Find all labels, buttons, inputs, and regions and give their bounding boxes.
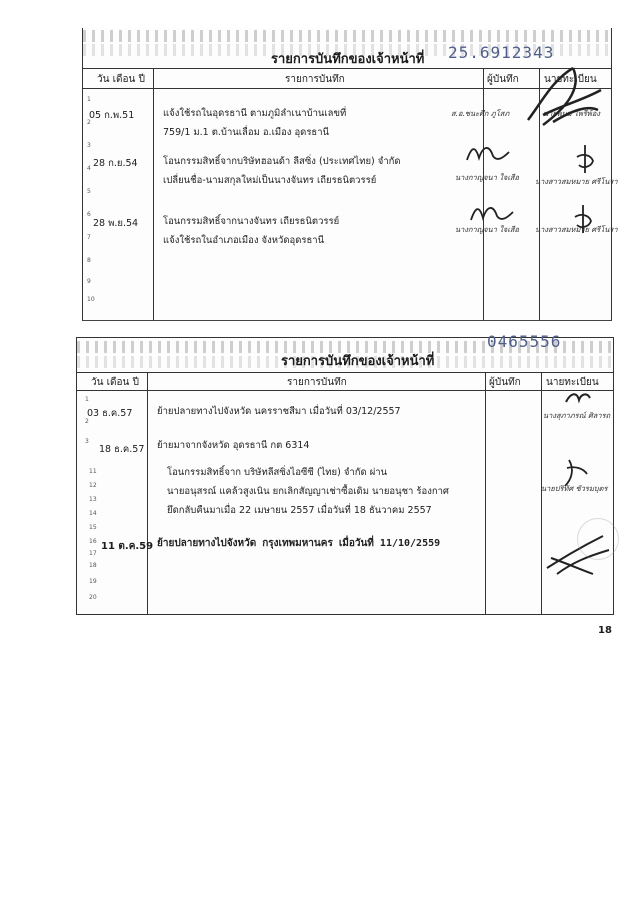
line-number: 15 [89,524,97,531]
header-date: วัน เดือน ปี [91,377,139,388]
entry-line: แจ้งใช้รถในอุดรธานี ตามภูมิลำเนาบ้านเลขที่ [163,108,347,119]
line-number: 6 [87,211,91,218]
signature-mark [573,143,597,177]
entry-line: โอนกรรมสิทธิ์จาก บริษัทลีสซิ่งไอซีซี (ไทย) จำกัด ผ่าน [167,467,388,478]
line-number: 11 [89,468,97,475]
line-number: 2 [85,418,89,425]
entry-line: แจ้งใช้รถในอำเภอเมือง จังหวัดอุดรธานี [163,235,325,246]
line-number: 13 [89,496,97,503]
serial-number: 0465556 [487,332,562,351]
section-title: รายการบันทึกของเจ้าหน้าที่ [281,354,435,369]
serial-number: 25.6912343 [448,43,555,62]
line-number: 9 [87,278,91,285]
line-number: 16 [89,538,97,545]
entry-line: ยึดกลับคืนมาเมื่อ 22 เมษายน 2557 เมื่อวันที่ 18 ธันวาคม 2557 [167,505,432,516]
record-sheet-bottom [76,332,614,615]
signature-mark [561,456,591,492]
line-number: 19 [89,578,97,585]
entry-date: 05 ก.พ.51 [89,110,135,121]
header-recorder: ผู้บันทึก [489,377,521,388]
entry-line: 759/1 ม.1 ต.บ้านเลื่อม อ.เมือง อุดรธานี [163,127,330,138]
signature-mark [463,138,513,168]
line-number: 1 [87,96,91,103]
entry-date: 11 ต.ค.59 [101,541,154,552]
line-number: 12 [89,482,97,489]
header-registrar: นายทะเบียน [546,377,599,388]
entry-line: นายอนุสรณ์ แคล้วสูงเนิน ยกเลิกสัญญาเช่าซื้อเดิม นายอนุชา ร้องกาศ [167,486,449,497]
recorder-name: นางกาญจนา ใจเสือ [455,173,519,182]
header-recorder: ผู้บันทึก [487,74,519,85]
section-title: รายการบันทึกของเจ้าหน้าที่ [271,52,425,67]
entry-line: ย้ายมาจากจังหวัด อุดรธานี กต 6314 [157,440,310,451]
recorder-name: ส.อ.ชนะศึก ภูโสภ [451,109,510,118]
entry-line: ย้ายปลายทางไปจังหวัด กรุงเทพมหานคร เมื่อวันที่ 11/10/2559 [157,538,441,549]
line-number: 14 [89,510,97,517]
registrar-name: นายพนม ไพรีพ้อง [543,109,600,118]
header-record: รายการบันทึก [285,74,345,85]
entry-date: 28 ก.ย.54 [93,158,138,169]
signature-mark [563,388,593,408]
entry-line: เปลี่ยนชื่อ-นามสกุลใหม่เป็นนางจันทร เถียรธนิตวรรย์ [163,175,377,186]
registrar-name: นางสาวสมหมาย ศรีโนรา [535,225,618,234]
record-sheet-top [82,28,618,321]
line-number: 7 [87,234,91,241]
entry-line: ย้ายปลายทางไปจังหวัด นครราชสีมา เมื่อวันที่ 03/12/2557 [157,406,401,417]
entry-date: 03 ธ.ค.57 [87,408,133,419]
registrar-name: นางสาวสมหมาย ศรีโนรา [535,177,618,186]
line-number: 1 [85,396,89,403]
entry-date: 28 พ.ย.54 [93,218,139,229]
line-number: 3 [85,438,89,445]
entry-line: โอนกรรมสิทธิ์จากนางจันทร เถียรธนิตวรรย์ [163,216,340,227]
signature-mark [467,198,517,228]
line-number: 17 [89,550,97,557]
recorder-name: นางกาญจนา ใจเสือ [455,225,519,234]
line-number: 2 [87,119,91,126]
header-record: รายการบันทึก [287,377,347,388]
line-number: 3 [87,142,91,149]
line-number: 4 [87,165,91,172]
line-number: 5 [87,188,91,195]
line-number: 8 [87,257,91,264]
signature-mark [523,60,603,130]
stamp-mark [577,518,619,560]
registrar-name: นางสุภาภรณ์ ศิลารถ [543,411,611,420]
registrar-name: นายปริทัศ ชัวรมบุตร [541,484,608,493]
line-number: 18 [89,562,97,569]
line-number: 10 [87,296,95,303]
line-number: 20 [89,594,97,601]
header-date: วัน เดือน ปี [97,74,145,85]
entry-date: 18 ธ.ค.57 [99,444,145,455]
entry-line: โอนกรรมสิทธิ์จากบริษัทฮอนด้า ลีสซิ่ง (ประเทศไทย) จำกัด [163,156,401,167]
signature-mark [571,203,595,237]
page-number-bottom: 18 [598,625,612,636]
header-registrar: นายทะเบียน [544,74,597,85]
